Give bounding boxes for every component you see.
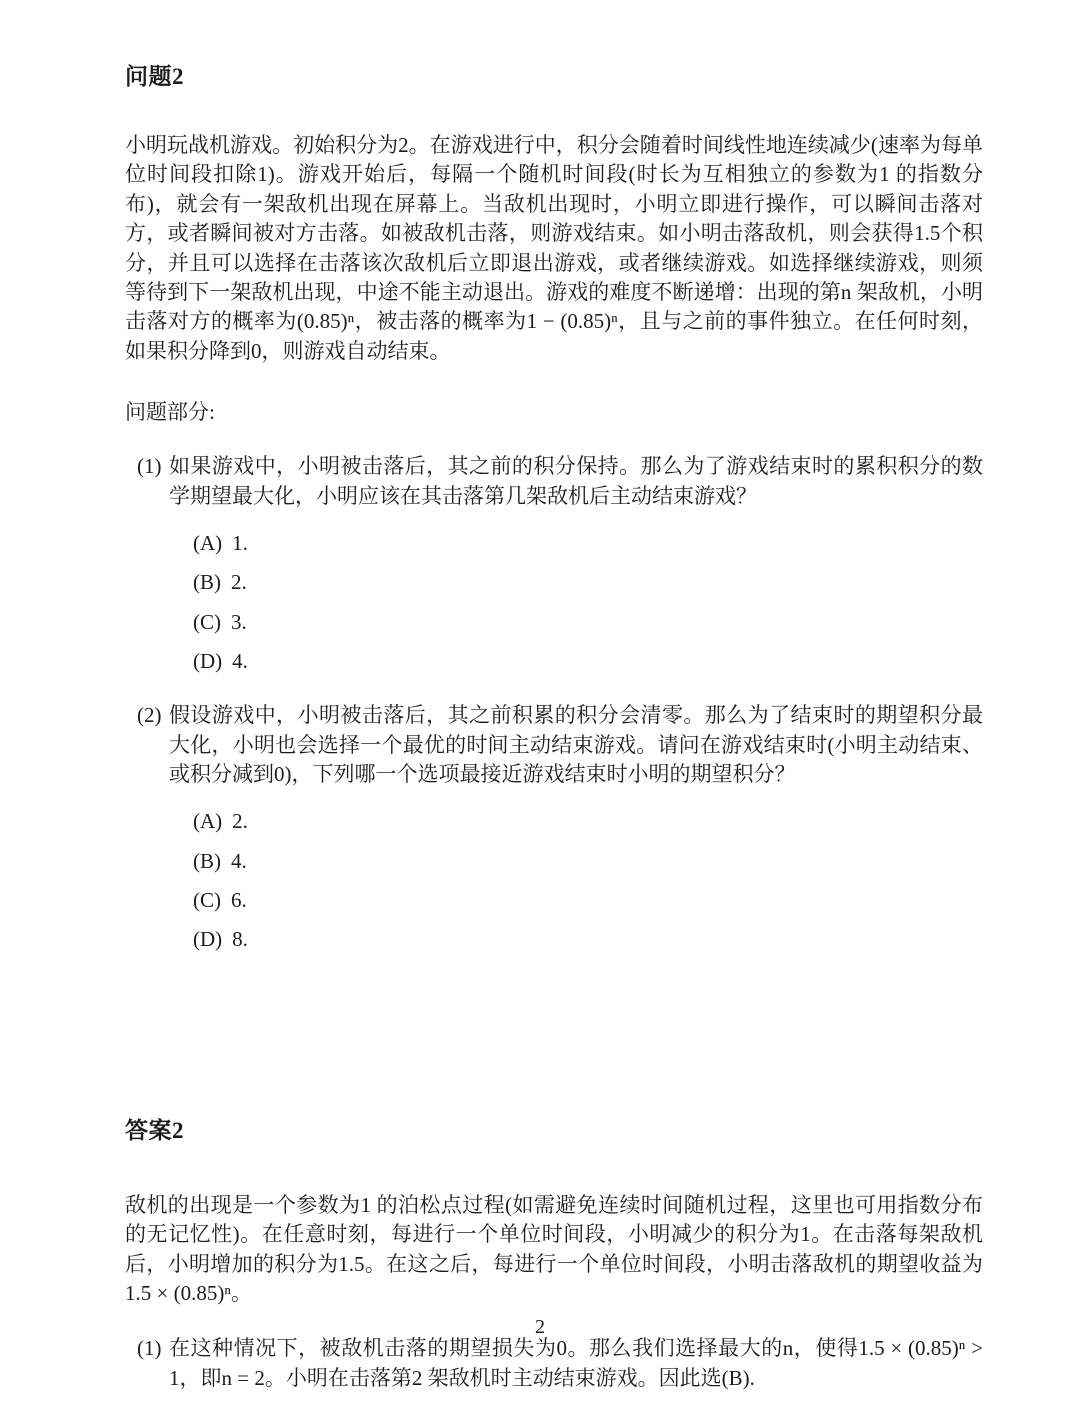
option-text: 4. xyxy=(231,848,247,873)
option-text: 3. xyxy=(231,609,247,634)
answer-item-1 xyxy=(125,1334,983,1393)
option-text: 1. xyxy=(232,530,248,555)
problem-title: 问题2 xyxy=(125,64,184,89)
option-item xyxy=(193,608,983,636)
option-label: (D) xyxy=(193,648,223,673)
question-text: 如果游戏中，小明被击落后，其之前的积分保持。那么为了游戏结束时的累积积分的数学期望最大化，小明应该在其击落第几架敌机后主动结束游戏？ xyxy=(169,454,983,508)
option-label: (C) xyxy=(193,888,221,913)
answer-intro: 敌机的出现是一个参数为1 的泊松点过程(如需避免连续时间随机过程，这里也可用指数分布的无记忆性)。在任意时刻，每进行一个单位时间段，小明减少的积分为1。在击落每架敌机后，小明增加的积分为1.5。在这之后，每进行一个单位时间段，小明击落敌机的期望收益为1.5 × (0.85)ⁿ。 xyxy=(125,1192,983,1305)
question-item-2 xyxy=(125,701,983,789)
option-item xyxy=(193,529,983,557)
page-number: 2 xyxy=(535,1316,545,1338)
option-text: 8. xyxy=(232,927,248,952)
option-item xyxy=(193,886,983,914)
question-label: (2) xyxy=(137,703,162,728)
option-label: (B) xyxy=(193,570,221,595)
option-item xyxy=(193,647,983,675)
problem-intro: 小明玩战机游戏。初始积分为2。在游戏进行中，积分会随着时间线性地连续减少(速率为每单位时间段扣除1)。游戏开始后，每隔一个随机时间段(时长为互相独立的参数为1 的指数分布)，就会有一架敌机出现在屏幕上。当敌机出现时，小明立即进行操作，可以瞬间击落对方，或者瞬间被对方击落。如被敌机击落，则游戏结束。如小明击落敌机，则会获得1.5个积分，并且可以选择在击落该次敌机后立即退出游戏，或者继续游戏。如选择继续游戏，则须等待到下一架敌机出现，中途不能主动退出。游戏的难度不断递增：出现的第n 架敌机，小明击落对方的概率为(0.85)ⁿ，被击落的概率为1 − (0.85)ⁿ，且与之前的事件独立。在任何时刻，如果积分降到0，则游戏自动结束。 xyxy=(125,133,983,363)
question-section-label: 问题部分: xyxy=(125,400,215,425)
question-2-options xyxy=(193,807,983,953)
question-text: 假设游戏中，小明被击落后，其之前积累的积分会清零。那么为了结束时的期望积分最大化，小明也会选择一个最优的时间主动结束游戏。请问在游戏结束时(小明主动结束、或积分减到0)，下列哪一个选项最接近游戏结束时小明的期望积分？ xyxy=(169,703,983,787)
option-label: (A) xyxy=(193,530,223,555)
option-item xyxy=(193,847,983,875)
option-label: (C) xyxy=(193,609,221,634)
answer-item-label: (1) xyxy=(137,1336,162,1361)
option-text: 2. xyxy=(231,570,247,595)
option-text: 6. xyxy=(231,888,247,913)
option-item xyxy=(193,925,983,953)
question-item-1 xyxy=(125,452,983,511)
option-text: 2. xyxy=(232,809,248,834)
option-label: (A) xyxy=(193,809,223,834)
option-label: (B) xyxy=(193,848,221,873)
option-label: (D) xyxy=(193,927,223,952)
option-text: 4. xyxy=(232,648,248,673)
question-label: (1) xyxy=(137,454,162,479)
option-item xyxy=(193,568,983,596)
option-item xyxy=(193,807,983,835)
answer-item-text: 在这种情况下，被敌机击落的期望损失为0。那么我们选择最大的n，使得1.5 × (0.85)ⁿ > 1，即n = 2。小明在击落第2 架敌机时主动结束游戏。因此选(B). xyxy=(169,1336,983,1390)
answer-title: 答案2 xyxy=(125,1117,184,1143)
question-1-options xyxy=(193,529,983,675)
